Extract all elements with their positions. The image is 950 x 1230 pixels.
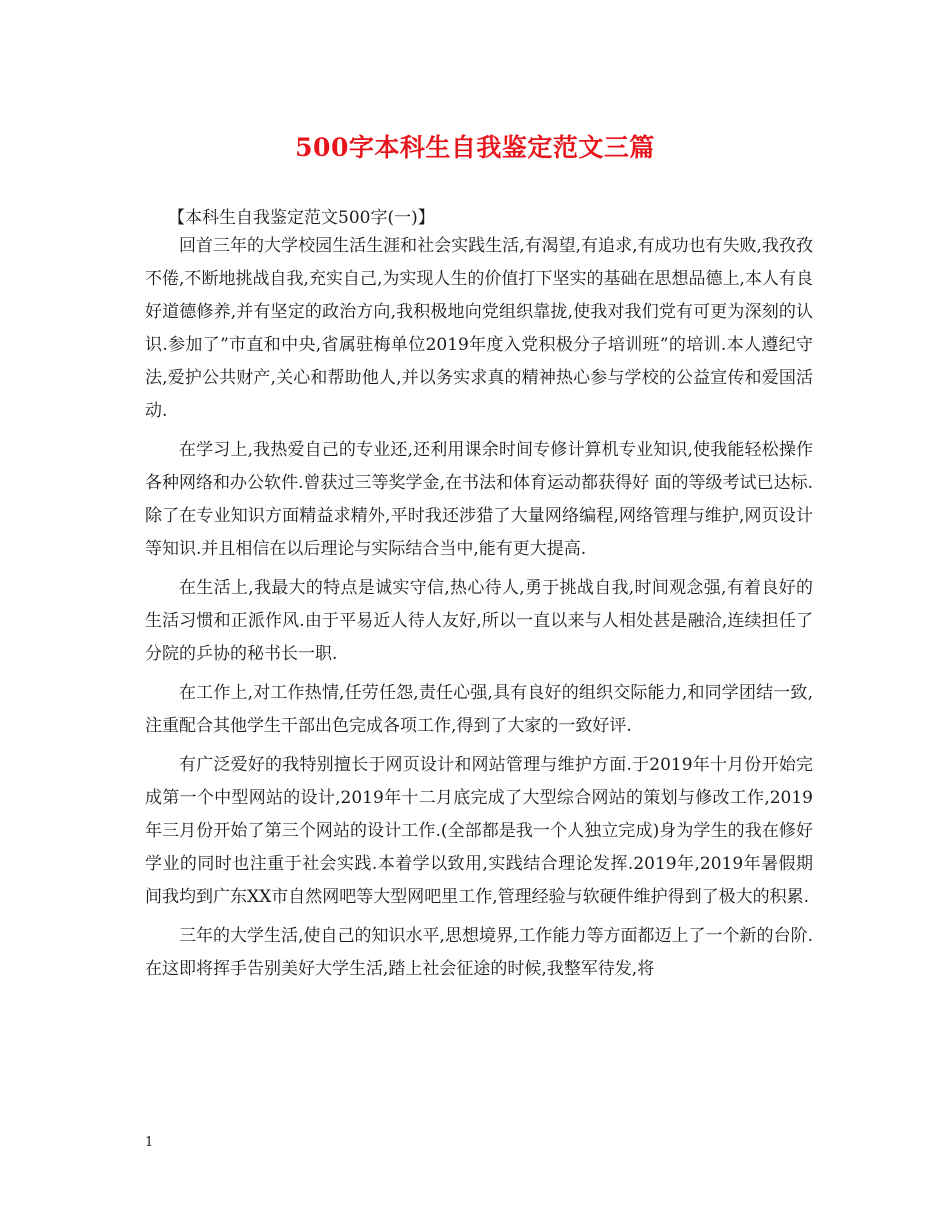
- paragraph: 有广泛爱好的我特别擅长于网页设计和网站管理与维护方面.于2019年十月份开始完成第一个中型网站的设计,2019年十二月底完成了大型综合网站的策划与修改工作,2019年三月份开始了第三个网站的设计工作.(全部都是我一个人独立完成)身为学生的我在修好学业的同时也注重于社会实践.本着学以致用,实践结合理论发挥.2019年,2019年暑假期间我均到广东XX市自然网吧等大型网吧里工作,管理经验与软硬件维护得到了极大的积累.: [145, 755, 813, 907]
- document-title: 500字本科生自我鉴定范文三篇: [295, 133, 655, 162]
- paragraph: 在生活上,我最大的特点是诚实守信,热心待人,勇于挑战自我,时间观念强,有着良好的生活习惯和正派作风.由于平易近人待人友好,所以一直以来与人相处甚是融洽,连续担任了分院的乒协的秘书长一职.: [145, 578, 813, 664]
- paragraph: 在工作上,对工作热情,任劳任怨,责任心强,具有良好的组织交际能力,和同学团结一致,注重配合其他学生干部出色完成各项工作,得到了大家的一致好评.: [145, 683, 813, 736]
- page-number: 1: [145, 1135, 154, 1150]
- paragraph: 在学习上,我热爱自己的专业还,还利用课余时间专修计算机专业知识,使我能轻松操作各种网络和办公软件.曾获过三等奖学金,在书法和体育运动都获得好 面的等级考试已达标.除了在专业知识方面精益求精外,平时我还涉猎了大量网络编程,网络管理与维护,网页设计等知识.并且相信在以后理论与实际结合当中,能有更大提高.: [145, 440, 813, 559]
- paragraph: 三年的大学生活,使自己的知识水平,思想境界,工作能力等方面都迈上了一个新的台阶.在这即将挥手告别美好大学生活,踏上社会征途的时候,我整军待发,将: [145, 926, 813, 979]
- document-body: [145, 230, 813, 992]
- section-heading: 【本科生自我鉴定范文500字(一)】: [168, 208, 435, 228]
- paragraph: 回首三年的大学校园生活生涯和社会实践生活,有渴望,有追求,有成功也有失败,我孜孜不倦,不断地挑战自我,充实自己,为实现人生的价值打下坚实的基础在思想品德上,本人有良好道德修养,并有坚定的政治方向,我积极地向党组织靠拢,使我对我们党有可更为深刻的认识.参加了”市直和中央,省属驻梅单位2019年度入党积极分子培训班”的培训.本人遵纪守法,爱护公共财产,关心和帮助他人,并以务实求真的精神热心参与学校的公益宣传和爱国活动.: [145, 236, 813, 421]
